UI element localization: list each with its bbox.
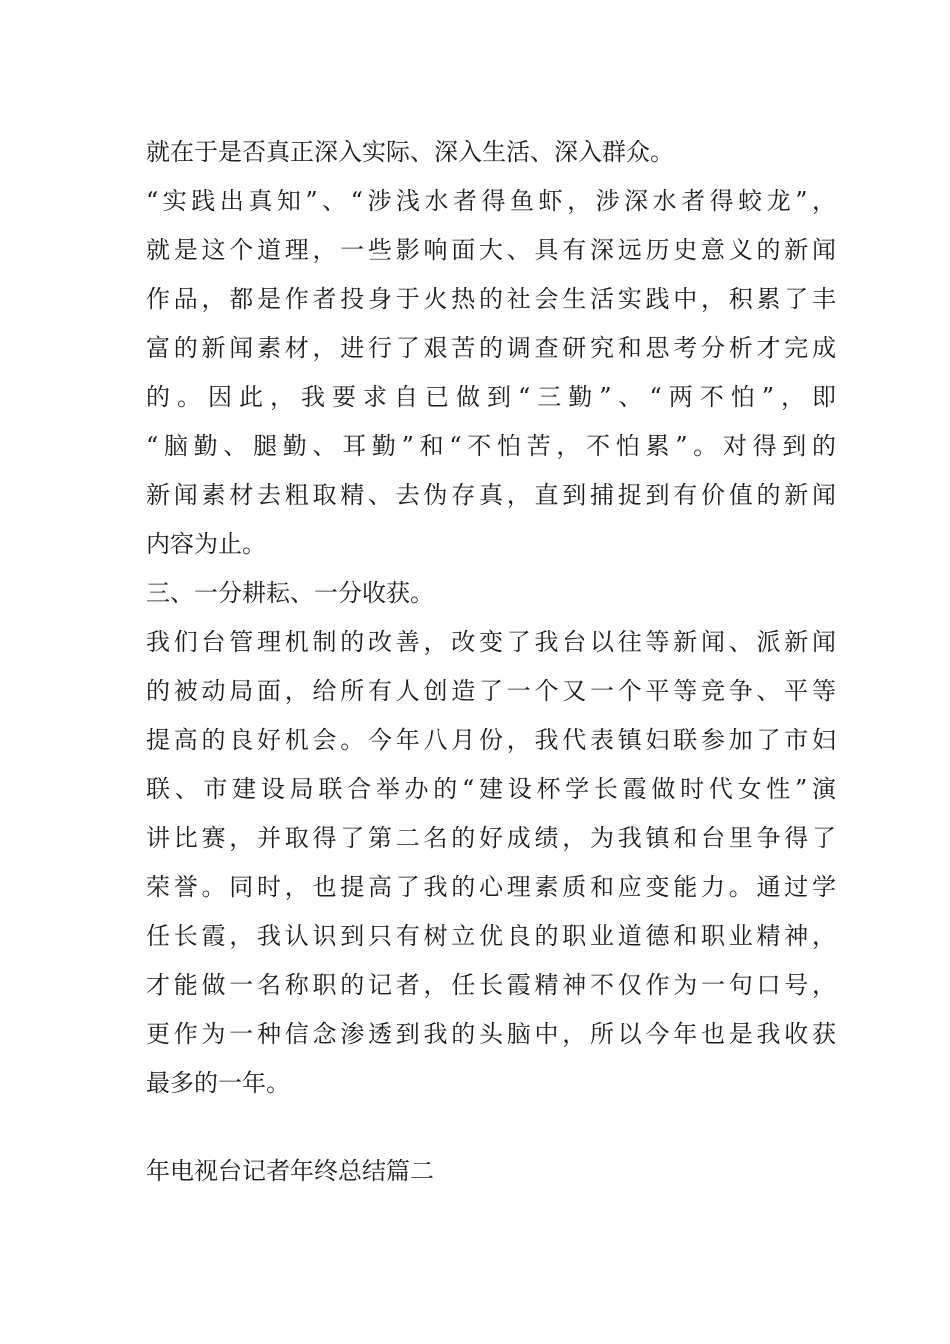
subheading: 三、一分耕耘、一分收获。	[146, 579, 434, 607]
text-line: 任长霞，我认识到只有树立优良的职业道德和职业精神，	[146, 922, 836, 950]
text-line: 提高的良好机会。今年八月份，我代表镇妇联参加了市妇	[146, 726, 836, 754]
text-line: 荣誉。同时，也提高了我的心理素质和应变能力。通过学	[146, 873, 836, 901]
text-line: 内容为止。	[146, 530, 266, 558]
text-line: “脑勤、腿勤、耳勤”和“不怕苦，不怕累”。对得到的	[146, 432, 836, 460]
text-line: 的被动局面，给所有人创造了一个又一个平等竞争、平等	[146, 677, 836, 705]
section-title: 年电视台记者年终总结篇二	[146, 1157, 434, 1185]
text-line: 我们台管理机制的改善，改变了我台以往等新闻、派新闻	[146, 628, 836, 656]
text-line: 作品，都是作者投身于火热的社会生活实践中，积累了丰	[146, 285, 836, 313]
text-line: 最多的一年。	[146, 1069, 290, 1097]
text-line: 讲比赛，并取得了第二名的好成绩，为我镇和台里争得了	[146, 824, 836, 852]
text-line: 才能做一名称职的记者，任长霞精神不仅作为一句口号，	[146, 971, 836, 999]
text-line: “实践出真知”、“涉浅水者得鱼虾，涉深水者得蛟龙”，	[146, 187, 836, 215]
text-line: 就是这个道理，一些影响面大、具有深远历史意义的新闻	[146, 236, 836, 264]
text-line: 就在于是否真正深入实际、深入生活、深入群众。	[146, 138, 674, 166]
text-line: 富的新闻素材，进行了艰苦的调查研究和思考分析才完成	[146, 334, 836, 362]
text-line: 新闻素材去粗取精、去伪存真，直到捕捉到有价值的新闻	[146, 481, 836, 509]
text-line: 联、市建设局联合举办的“建设杯学长霞做时代女性”演	[146, 775, 836, 803]
text-line: 更作为一种信念渗透到我的头脑中，所以今年也是我收获	[146, 1020, 836, 1048]
text-line: 的。因此，我要求自已做到“三勤”、“两不怕”，即	[146, 383, 836, 411]
